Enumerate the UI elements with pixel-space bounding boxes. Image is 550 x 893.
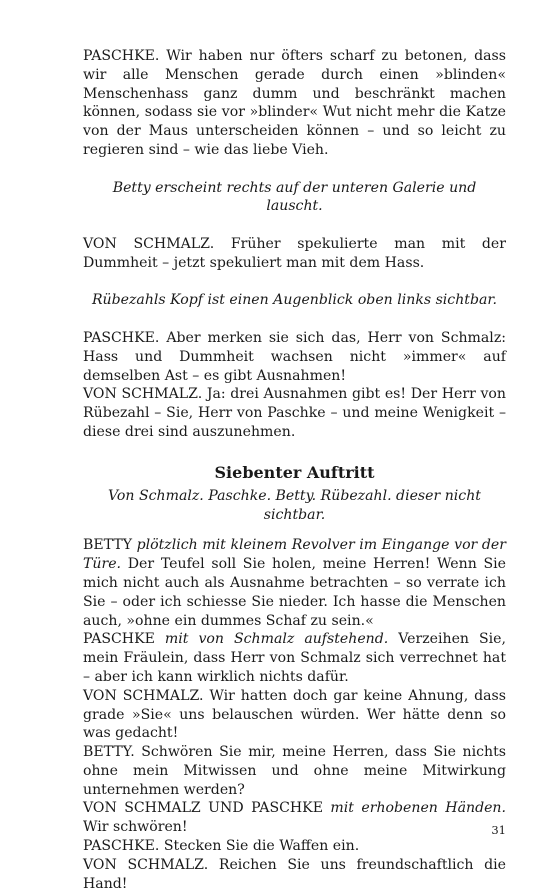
speaker: PASCHKE <box>83 631 155 648</box>
stage-direction-betty: Betty erscheint rechts auf der unteren Galerie und lauscht. <box>112 179 477 215</box>
speech-text: Wir schwören! <box>83 819 188 836</box>
speaker: PASCHKE. <box>83 48 160 64</box>
speech-text: Stecken Sie die Waffen ein. <box>159 838 360 855</box>
inline-direction: mit von Schmalz aufstehend. <box>154 631 389 648</box>
speaker: VON SCHMALZ UND PASCHKE <box>83 800 323 817</box>
speech-schmalz-1 <box>83 235 506 273</box>
speaker: VON SCHMALZ. <box>83 856 209 873</box>
speech-schmalz-3 <box>83 687 506 743</box>
spacer <box>83 310 506 329</box>
speech-text: Ja: drei Ausnahmen gibt es! Der Herr von Rübezahl – Sie, Herr von Paschke – und meine Wenigkeit – diese drei sind auszunehmen. <box>83 386 506 440</box>
speaker: PASCHKE. <box>83 329 160 346</box>
spacer <box>83 273 506 292</box>
speech-text: Früher spekulierte man mit der Dummheit – jetzt spekuliert man mit dem Hass. <box>83 235 506 271</box>
text-block <box>83 47 506 893</box>
page-number: 31 <box>491 823 506 837</box>
speech-text: Schwören Sie mir, meine Herren, dass Sie nichts ohne mein Mitwissen und ohne meine Mitwirkung unternehmen werden? <box>83 744 506 798</box>
spacer <box>83 160 506 179</box>
speech-paschke-3 <box>83 630 506 686</box>
speech-both-oath <box>83 799 506 837</box>
speech-schmalz-4 <box>83 856 506 893</box>
speech-text: Verzeihen Sie, mein Fräulein, dass Herr von Schmalz sich verrechnet hat – aber ich kann wirklich nichts dafür. <box>83 631 506 685</box>
speech-text: Der Teufel soll Sie holen, meine Herren! Wenn Sie mich nicht auch als Ausnahme betrachten – so verrate ich Sie – oder ich schiesse Sie nieder. Ich hasse die Menschen auch, »ohne ein dummes Schaf zu sein.« <box>83 556 506 629</box>
speech-paschke-2 <box>83 329 506 385</box>
speech-betty-1 <box>83 536 506 630</box>
speech-text: Reichen Sie uns freundschaftlich die Hand! <box>83 856 506 892</box>
speech-text: Wir haben nur öfters scharf zu betonen, dass wir alle Menschen gerade durch einen »blinden« Menschenhass ganz dumm und beschränkt machen können, sodass sie vor »blinder« Wut nicht mehr die Katze von der Maus unterscheiden können – und so leicht zu regieren sind – wie das liebe Vieh. <box>83 48 506 158</box>
speech-schmalz-2 <box>83 385 506 441</box>
speaker: VON SCHMALZ. <box>83 687 204 704</box>
inline-direction: plötzlich mit kleinem Revolver im Eingange vor der Türe. <box>83 537 506 573</box>
speaker: PASCHKE. <box>83 838 160 855</box>
spacer <box>83 216 506 235</box>
speech-text: Wir hatten doch gar keine Ahnung, dass grade »Sie« uns belauschen würden. Wer hätte denn so was gedacht! <box>83 687 506 742</box>
speaker: VON SCHMALZ. <box>83 235 215 252</box>
scene-cast: Von Schmalz. Paschke. Betty. Rübezahl. dieser nicht sichtbar. <box>108 487 481 523</box>
scene-heading: Siebenter Auftritt <box>214 462 375 482</box>
speech-paschke-1 <box>83 47 506 160</box>
speech-betty-2 <box>83 743 506 799</box>
speech-paschke-4 <box>83 837 506 856</box>
speaker: BETTY. <box>83 744 135 761</box>
speaker: VON SCHMALZ. <box>83 386 203 403</box>
speech-text: Aber merken sie sich das, Herr von Schmalz: Hass und Dummheit wachsen nicht »immer« auf demselben Ast – es gibt Ausnahmen! <box>83 329 506 384</box>
stage-direction-ruebezahl: Rübezahls Kopf ist einen Augenblick oben links sichtbar. <box>91 292 498 309</box>
inline-direction: mit erhobenen Händen. <box>323 800 506 817</box>
speaker: BETTY <box>83 537 133 554</box>
